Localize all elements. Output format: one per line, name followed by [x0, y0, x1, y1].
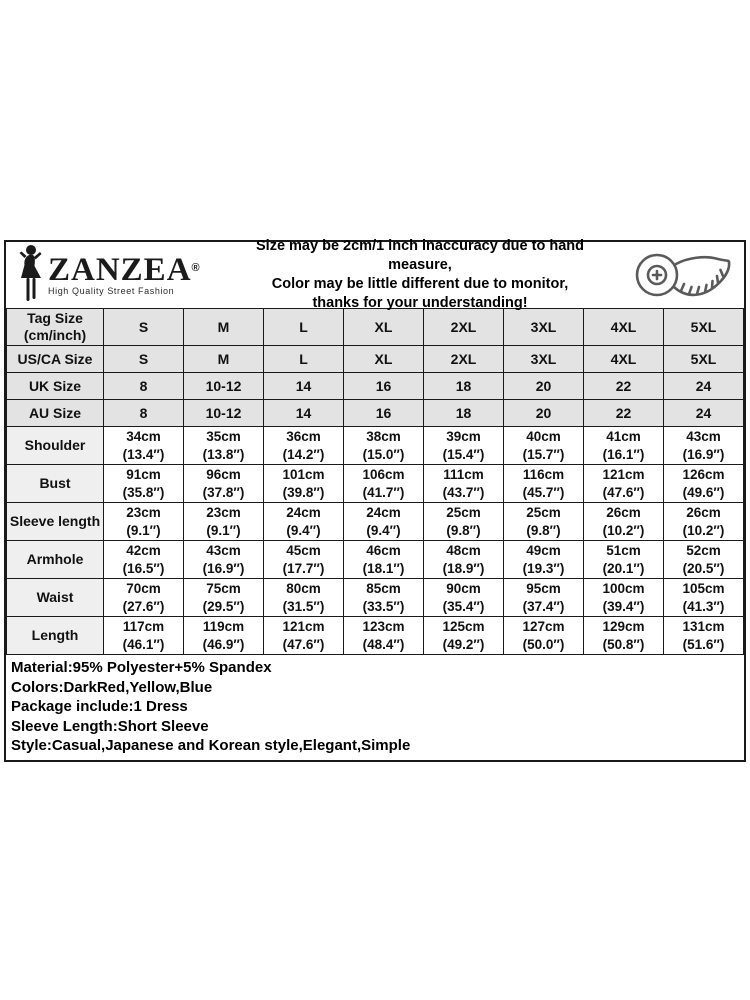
- measure-cell: 48cm (18.9″): [424, 541, 504, 579]
- measure-cell: 26cm (10.2″): [664, 503, 744, 541]
- size-cell: 2XL: [424, 309, 504, 346]
- measure-cell: 119cm (46.9″): [184, 617, 264, 655]
- size-row-uk-size: [7, 373, 744, 400]
- size-cell: 16: [344, 373, 424, 400]
- size-disclaimer: [224, 237, 616, 313]
- measure-cell: 127cm (50.0″): [504, 617, 584, 655]
- size-cell: M: [184, 346, 264, 373]
- measure-cell: 42cm (16.5″): [104, 541, 184, 579]
- measure-cell: 24cm (9.4″): [344, 503, 424, 541]
- detail-line: Material:95% Polyester+5% Spandex: [11, 659, 272, 676]
- measure-row-sleeve-length: [7, 503, 744, 541]
- measure-row-armhole: [7, 541, 744, 579]
- size-cell: 8: [104, 373, 184, 400]
- disclaimer-line: Color may be little different due to monitor,: [271, 276, 569, 292]
- measure-row-waist: [7, 579, 744, 617]
- registered-mark: ®: [191, 261, 201, 274]
- size-cell: 5XL: [664, 346, 744, 373]
- measure-cell: 126cm (49.6″): [664, 465, 744, 503]
- measure-cell: 95cm (37.4″): [504, 579, 584, 617]
- measure-cell: 85cm (33.5″): [344, 579, 424, 617]
- size-cell: 8: [104, 400, 184, 427]
- measure-cell: 24cm (9.4″): [264, 503, 344, 541]
- brand-wordmark: ZANZEA®: [48, 251, 201, 288]
- brand-logo: [6, 244, 224, 307]
- measure-row-length: [7, 617, 744, 655]
- size-cell: XL: [344, 309, 424, 346]
- size-cell: 18: [424, 373, 504, 400]
- measure-cell: 23cm (9.1″): [104, 503, 184, 541]
- size-cell: 14: [264, 400, 344, 427]
- size-cell: 4XL: [584, 309, 664, 346]
- size-cell: 2XL: [424, 346, 504, 373]
- detail-line: Colors:DarkRed,Yellow,Blue: [11, 678, 213, 696]
- size-cell: 24: [664, 373, 744, 400]
- row-label-tag-size: Tag Size (cm/inch): [7, 309, 104, 346]
- measure-cell: 111cm (43.7″): [424, 465, 504, 503]
- row-label-bust: Bust: [7, 465, 104, 503]
- measure-cell: 51cm (20.1″): [584, 541, 664, 579]
- measure-cell: 90cm (35.4″): [424, 579, 504, 617]
- size-cell: 20: [504, 400, 584, 427]
- measure-cell: 121cm (47.6″): [264, 617, 344, 655]
- measure-cell: 125cm (49.2″): [424, 617, 504, 655]
- measure-cell: 75cm (29.5″): [184, 579, 264, 617]
- measure-cell: 26cm (10.2″): [584, 503, 664, 541]
- detail-line: Package include:1 Dress: [11, 698, 188, 715]
- size-row-tag-size: [7, 309, 744, 346]
- woman-silhouette-icon: [16, 244, 46, 307]
- size-row-us-ca-size: [7, 346, 744, 373]
- size-cell: 10-12: [184, 400, 264, 427]
- measure-row-bust: [7, 465, 744, 503]
- measure-row-shoulder: [7, 427, 744, 465]
- detail-line: Style:Casual,Japanese and Korean style,Elegant,Simple: [11, 737, 411, 754]
- measure-cell: 41cm (16.1″): [584, 427, 664, 465]
- size-cell: 5XL: [664, 309, 744, 346]
- disclaimer-line: thanks for your understanding!: [312, 295, 528, 311]
- measure-cell: 100cm (39.4″): [584, 579, 664, 617]
- size-chart-card: [4, 240, 746, 762]
- measure-cell: 106cm (41.7″): [344, 465, 424, 503]
- size-cell: 20: [504, 373, 584, 400]
- measure-cell: 105cm (41.3″): [664, 579, 744, 617]
- size-row-au-size: [7, 400, 744, 427]
- measure-cell: 36cm (14.2″): [264, 427, 344, 465]
- measure-cell: 34cm (13.4″): [104, 427, 184, 465]
- row-label-length: Length: [7, 617, 104, 655]
- size-cell: 3XL: [504, 309, 584, 346]
- row-label-waist: Waist: [7, 579, 104, 617]
- measure-cell: 49cm (19.3″): [504, 541, 584, 579]
- measure-cell: 91cm (35.8″): [104, 465, 184, 503]
- measure-cell: 38cm (15.0″): [344, 427, 424, 465]
- disclaimer-line: Size may be 2cm/1 inch inaccuracy due to hand measure,: [256, 238, 584, 273]
- row-label-armhole: Armhole: [7, 541, 104, 579]
- measure-cell: 39cm (15.4″): [424, 427, 504, 465]
- size-cell: 3XL: [504, 346, 584, 373]
- size-cell: M: [184, 309, 264, 346]
- measure-cell: 80cm (31.5″): [264, 579, 344, 617]
- size-cell: 22: [584, 373, 664, 400]
- size-cell: 22: [584, 400, 664, 427]
- measure-cell: 101cm (39.8″): [264, 465, 344, 503]
- size-cell: S: [104, 309, 184, 346]
- detail-line: Sleeve Length:Short Sleeve: [11, 717, 209, 735]
- product-details: [6, 655, 744, 760]
- measure-cell: 45cm (17.7″): [264, 541, 344, 579]
- measure-cell: 25cm (9.8″): [504, 503, 584, 541]
- brand-tagline: High Quality Street Fashion: [48, 285, 175, 296]
- size-cell: L: [264, 309, 344, 346]
- measure-cell: 129cm (50.8″): [584, 617, 664, 655]
- row-label-us-ca-size: US/CA Size: [7, 346, 104, 373]
- measure-cell: 25cm (9.8″): [424, 503, 504, 541]
- measure-cell: 121cm (47.6″): [584, 465, 664, 503]
- measuring-tape-icon: [616, 245, 744, 305]
- measure-cell: 52cm (20.5″): [664, 541, 744, 579]
- size-cell: XL: [344, 346, 424, 373]
- measure-cell: 35cm (13.8″): [184, 427, 264, 465]
- measure-cell: 46cm (18.1″): [344, 541, 424, 579]
- measure-cell: 43cm (16.9″): [184, 541, 264, 579]
- measure-cell: 40cm (15.7″): [504, 427, 584, 465]
- measure-cell: 116cm (45.7″): [504, 465, 584, 503]
- measure-cell: 123cm (48.4″): [344, 617, 424, 655]
- size-cell: 16: [344, 400, 424, 427]
- size-cell: L: [264, 346, 344, 373]
- size-cell: 14: [264, 373, 344, 400]
- measure-cell: 131cm (51.6″): [664, 617, 744, 655]
- chart-header: [6, 238, 744, 311]
- size-cell: S: [104, 346, 184, 373]
- measure-cell: 117cm (46.1″): [104, 617, 184, 655]
- measure-cell: 43cm (16.9″): [664, 427, 744, 465]
- size-table-body: [7, 309, 744, 655]
- row-label-uk-size: UK Size: [7, 373, 104, 400]
- row-label-au-size: AU Size: [7, 400, 104, 427]
- size-cell: 18: [424, 400, 504, 427]
- measure-cell: 96cm (37.8″): [184, 465, 264, 503]
- row-label-shoulder: Shoulder: [7, 427, 104, 465]
- size-table: [6, 308, 744, 655]
- measure-cell: 23cm (9.1″): [184, 503, 264, 541]
- size-cell: 10-12: [184, 373, 264, 400]
- size-cell: 24: [664, 400, 744, 427]
- row-label-sleeve-length: Sleeve length: [7, 503, 104, 541]
- size-cell: 4XL: [584, 346, 664, 373]
- measure-cell: 70cm (27.6″): [104, 579, 184, 617]
